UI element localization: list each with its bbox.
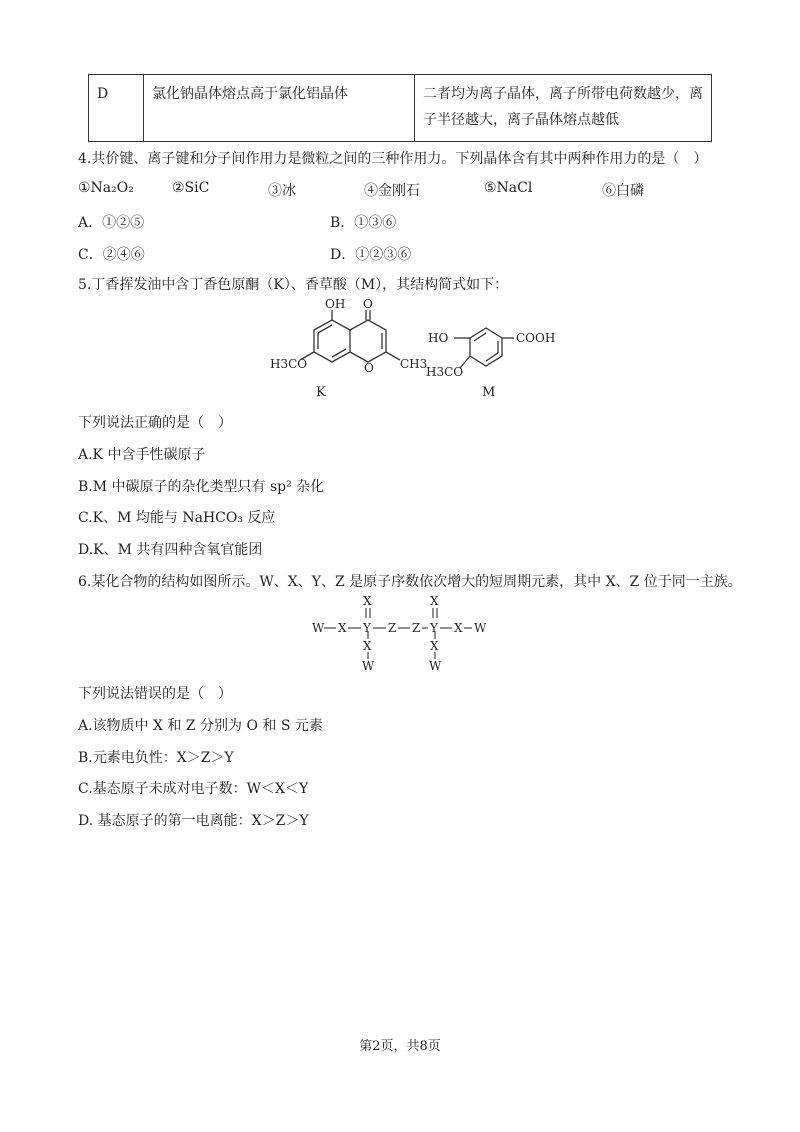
table-row-explanation-line1: 二者均为离子晶体，离子所带电荷数越少，离 (423, 86, 703, 102)
atom-x-bottom-right: X (430, 639, 439, 653)
q4-item-1: ①Na₂O₂ (78, 180, 134, 196)
table-row-letter: D (97, 86, 109, 102)
answer-table-row (88, 74, 712, 142)
q4-item-5: ⑤NaCl (484, 180, 533, 196)
table-row-explanation-line2: 子半径越大，离子晶体熔点越低 (423, 112, 619, 128)
atom-x-right: X (454, 621, 463, 635)
atom-y-left: Y (363, 621, 371, 635)
k-label: K (316, 385, 326, 400)
m-h3co-label: H3CO (426, 365, 464, 379)
k-h3co-label: H3CO (270, 357, 308, 371)
k-benzene-ring (314, 320, 350, 362)
atom-y-right: Y (430, 621, 438, 635)
table-cell-statement (144, 75, 415, 142)
table-row-statement: 氯化钠晶体熔点高于氯化铝晶体 (152, 86, 348, 102)
q5-option-a: A.K 中含手性碳原子 (78, 447, 206, 463)
q6-option-a: A.该物质中 X 和 Z 分别为 O 和 S 元素 (78, 718, 323, 734)
table-cell-letter (89, 75, 144, 142)
page-footer: 第2页，共8页 (359, 1039, 441, 1054)
atom-w-right: W (474, 621, 487, 635)
atom-w-left: W (312, 621, 325, 635)
k-ring-o-label: O (364, 361, 374, 375)
m-label: M (482, 385, 496, 400)
q6-option-b: B.元素电负性：X＞Z＞Y (78, 750, 234, 766)
table-cell-explanation (415, 75, 712, 142)
atom-x-top-left: X (363, 594, 372, 608)
q5-option-d: D.K、M 共有四种含氧官能团 (78, 542, 263, 558)
q4-item-3: ③冰 (268, 183, 296, 199)
atom-w-bottom-right: W (429, 659, 442, 673)
q4-option-c: C．②④⑥ (78, 247, 145, 263)
atom-x-left: X (338, 621, 347, 635)
q4-item-4: ④金刚石 (364, 183, 420, 199)
atom-z-right: Z (412, 621, 421, 635)
q4-option-b: B．①③⑥ (330, 215, 397, 231)
atom-x-top-right: X (430, 594, 439, 608)
q6-structure (308, 594, 498, 674)
q6-option-c: C.基态原子未成对电子数：W＜X＜Y (78, 781, 309, 797)
structure-m (454, 328, 514, 368)
q5-option-c: C.K、M 均能与 NaHCO₃ 反应 (78, 510, 276, 526)
q6-option-d: D. 基态原子的第一电离能：X＞Z＞Y (78, 813, 309, 829)
m-ho-label: HO (428, 331, 449, 345)
q4-stem: 4.共价键、离子键和分子间作用力是微粒之间的三种作用力。下列晶体含有其中两种作用力的是（ ） (78, 151, 708, 167)
k-carbonyl-o-label: O (363, 298, 373, 311)
atom-z-left: Z (388, 621, 397, 635)
structure-k (300, 310, 400, 362)
q4-option-a: A．①②⑤ (78, 215, 145, 231)
q6-prompt: 下列说法错误的是（ ） (78, 686, 232, 702)
k-pyranone-ring (350, 320, 386, 362)
atom-x-bottom-left: X (363, 639, 372, 653)
q4-item-2: ②SiC (172, 180, 210, 196)
q5-stem: 5.丁香挥发油中含丁香色原酮（K）、香草酸（M），其结构简式如下： (78, 277, 509, 293)
atom-w-bottom-left: W (362, 659, 375, 673)
q5-structures (270, 298, 570, 408)
q5-prompt: 下列说法正确的是（ ） (78, 415, 232, 431)
k-ch3-label: CH3 (400, 357, 428, 371)
q5-option-b: B.M 中碳原子的杂化类型只有 sp² 杂化 (78, 479, 325, 495)
m-cooh-label: COOH (516, 331, 556, 345)
q4-option-d: D．①②③⑥ (330, 247, 412, 263)
q4-item-6: ⑥白磷 (602, 183, 644, 199)
k-oh-label: OH (325, 298, 346, 311)
q6-stem: 6.某化合物的结构如图所示。W、X、Y、Z 是原子序数依次增大的短周期元素，其中 X、Z 位于同一主族。 (78, 574, 742, 590)
